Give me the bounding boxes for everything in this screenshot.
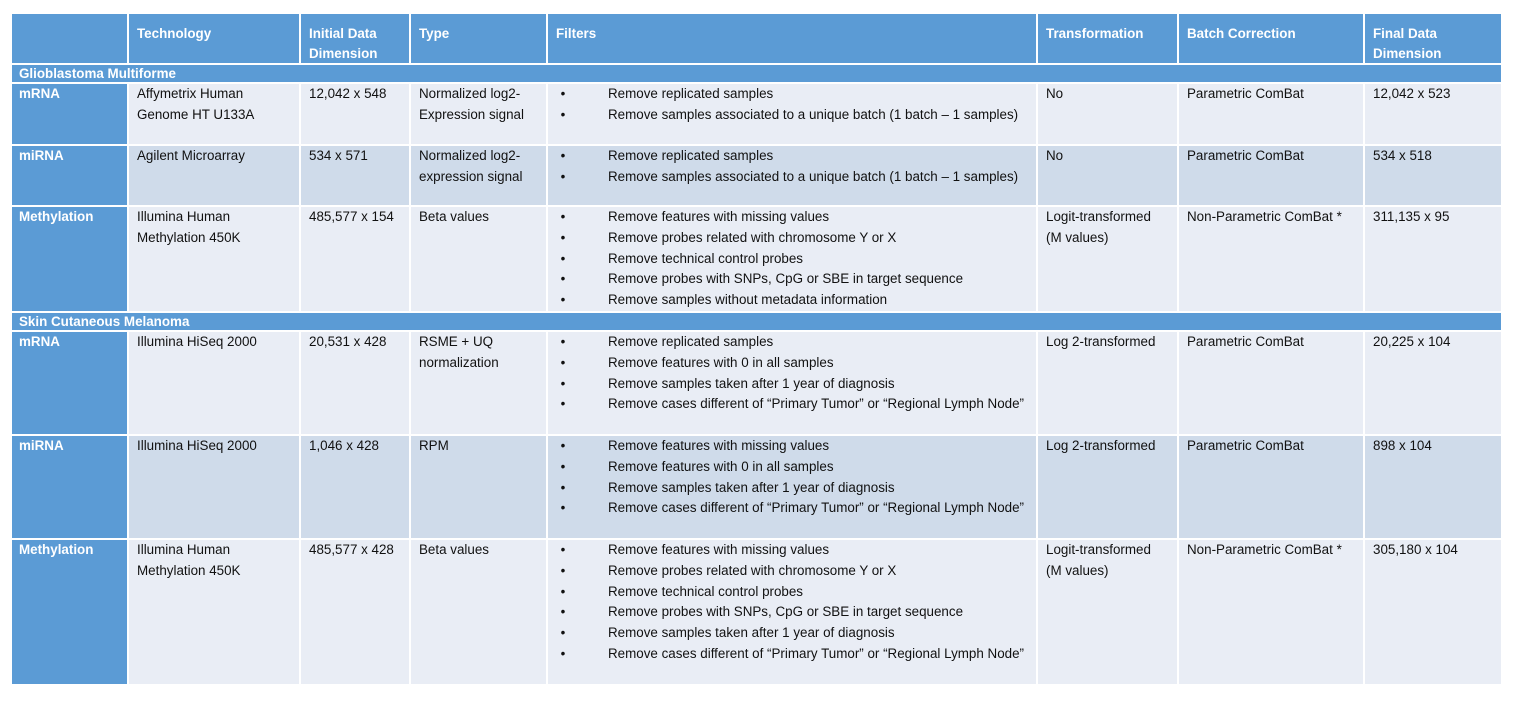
technology-cell: Agilent Microarray	[129, 146, 301, 207]
filters-cell	[548, 146, 1038, 207]
table-row	[12, 146, 1501, 207]
filter-text: Remove technical control probes	[608, 583, 804, 599]
filter-text: Remove features with missing values	[608, 541, 830, 557]
filter-item	[556, 602, 1028, 623]
bullet-icon: •	[560, 458, 566, 474]
filter-item	[556, 436, 1028, 457]
section-title: Glioblastoma Multiforme	[12, 65, 1501, 84]
filter-text: Remove cases different of “Primary Tumor” or “Regional Lymph Node”	[608, 645, 1025, 661]
technology-cell: Affymetrix Human Genome HT U133A	[129, 84, 301, 146]
header-technology: Technology	[129, 14, 301, 65]
filter-text: Remove probes with SNPs, CpG or SBE in target sequence	[608, 604, 964, 620]
bullet-icon: •	[560, 250, 566, 266]
batch-correction-cell: Non-Parametric ComBat *	[1179, 540, 1365, 686]
filter-item	[556, 582, 1028, 603]
omic-cell: miRNA	[12, 436, 129, 540]
filter-list	[556, 146, 1028, 188]
type-cell: RPM	[411, 436, 548, 540]
initial-dimension-cell: 485,577 x 428	[301, 540, 411, 686]
filter-list	[556, 540, 1028, 665]
preprocessing-table-container	[12, 14, 1501, 686]
technology-cell: Illumina Human Methylation 450K	[129, 540, 301, 686]
filter-item	[556, 249, 1028, 270]
header-filters: Filters	[548, 14, 1038, 65]
filter-text: Remove cases different of “Primary Tumor” or “Regional Lymph Node”	[608, 500, 1025, 516]
filter-item	[556, 457, 1028, 478]
filter-text: Remove technical control probes	[608, 250, 804, 266]
transformation-cell: Log 2-transformed	[1038, 332, 1179, 436]
final-dimension-cell: 20,225 x 104	[1365, 332, 1501, 436]
type-cell: RSME + UQ normalization	[411, 332, 548, 436]
final-dimension-cell: 898 x 104	[1365, 436, 1501, 540]
table-row	[12, 207, 1501, 313]
final-dimension-cell: 534 x 518	[1365, 146, 1501, 207]
filter-list	[556, 207, 1028, 311]
filter-item	[556, 84, 1028, 105]
filter-list	[556, 84, 1028, 126]
table-row	[12, 436, 1501, 540]
filters-cell	[548, 84, 1038, 146]
initial-dimension-cell: 1,046 x 428	[301, 436, 411, 540]
bullet-icon: •	[560, 333, 566, 349]
bullet-icon: •	[560, 604, 566, 620]
header-final-dimension: Final Data Dimension	[1365, 14, 1501, 65]
bullet-icon: •	[560, 562, 566, 578]
filters-cell	[548, 540, 1038, 686]
section-title: Skin Cutaneous Melanoma	[12, 313, 1501, 332]
bullet-icon: •	[560, 209, 566, 224]
filter-item	[556, 478, 1028, 499]
filter-text: Remove samples taken after 1 year of diagnosis	[608, 375, 895, 391]
filter-item	[556, 167, 1028, 188]
filter-text: Remove replicated samples	[608, 148, 774, 163]
filter-item	[556, 269, 1028, 290]
type-cell: Normalized log2-Expression signal	[411, 84, 548, 146]
filter-item	[556, 561, 1028, 582]
filter-item	[556, 207, 1028, 228]
filter-item	[556, 105, 1028, 126]
initial-dimension-cell: 485,577 x 154	[301, 207, 411, 313]
initial-dimension-cell: 534 x 571	[301, 146, 411, 207]
filter-item	[556, 228, 1028, 249]
filter-item	[556, 623, 1028, 644]
filter-list	[556, 436, 1028, 519]
filters-cell	[548, 332, 1038, 436]
transformation-cell: Logit-transformed (M values)	[1038, 207, 1179, 313]
final-dimension-cell: 305,180 x 104	[1365, 540, 1501, 686]
filter-text: Remove cases different of “Primary Tumor” or “Regional Lymph Node”	[608, 396, 1025, 412]
bullet-icon: •	[560, 106, 566, 122]
bullet-icon: •	[560, 396, 566, 412]
bullet-icon: •	[560, 541, 566, 557]
batch-correction-cell: Parametric ComBat	[1179, 332, 1365, 436]
table-body	[12, 65, 1501, 686]
filter-text: Remove probes related with chromosome Y or X	[608, 562, 897, 578]
technology-cell: Illumina HiSeq 2000	[129, 332, 301, 436]
type-cell: Beta values	[411, 207, 548, 313]
bullet-icon: •	[560, 645, 566, 661]
filters-cell	[548, 207, 1038, 313]
filter-text: Remove probes related with chromosome Y or X	[608, 229, 897, 245]
bullet-icon: •	[560, 625, 566, 641]
bullet-icon: •	[560, 375, 566, 391]
section-row	[12, 313, 1501, 332]
bullet-icon: •	[560, 354, 566, 370]
bullet-icon: •	[560, 168, 566, 184]
omic-cell: mRNA	[12, 84, 129, 146]
filter-item	[556, 146, 1028, 167]
filter-item	[556, 498, 1028, 519]
filter-text: Remove features with 0 in all samples	[608, 458, 834, 474]
transformation-cell: Logit-transformed (M values)	[1038, 540, 1179, 686]
filter-text: Remove samples taken after 1 year of diagnosis	[608, 625, 895, 641]
filter-text: Remove features with missing values	[608, 209, 830, 224]
filter-text: Remove replicated samples	[608, 333, 774, 349]
table-header	[12, 14, 1501, 65]
filter-text: Remove samples without metadata information	[608, 292, 888, 308]
filters-cell	[548, 436, 1038, 540]
initial-dimension-cell: 20,531 x 428	[301, 332, 411, 436]
filter-text: Remove samples taken after 1 year of diagnosis	[608, 479, 895, 495]
omic-cell: miRNA	[12, 146, 129, 207]
batch-correction-cell: Parametric ComBat	[1179, 436, 1365, 540]
header-batch-correction: Batch Correction	[1179, 14, 1365, 65]
table-row	[12, 84, 1501, 146]
filter-item	[556, 540, 1028, 561]
filter-item	[556, 394, 1028, 415]
bullet-icon: •	[560, 271, 566, 287]
omic-cell: mRNA	[12, 332, 129, 436]
filter-text: Remove samples associated to a unique batch (1 batch – 1 samples)	[608, 168, 1019, 184]
filter-item	[556, 353, 1028, 374]
type-cell: Normalized log2-expression signal	[411, 146, 548, 207]
table-row	[12, 332, 1501, 436]
omic-cell: Methylation	[12, 207, 129, 313]
final-dimension-cell: 12,042 x 523	[1365, 84, 1501, 146]
section-row	[12, 65, 1501, 84]
filter-item	[556, 374, 1028, 395]
bullet-icon: •	[560, 500, 566, 516]
bullet-icon: •	[560, 148, 566, 163]
filter-list	[556, 332, 1028, 415]
filter-item	[556, 332, 1028, 353]
batch-correction-cell: Non-Parametric ComBat *	[1179, 207, 1365, 313]
bullet-icon: •	[560, 583, 566, 599]
batch-correction-cell: Parametric ComBat	[1179, 84, 1365, 146]
filter-item	[556, 644, 1028, 665]
preprocessing-table	[12, 14, 1501, 686]
filter-text: Remove replicated samples	[608, 86, 774, 101]
header-initial-dimension: Initial Data Dimension	[301, 14, 411, 65]
filter-text: Remove features with missing values	[608, 437, 830, 453]
transformation-cell: Log 2-transformed	[1038, 436, 1179, 540]
filter-text: Remove probes with SNPs, CpG or SBE in target sequence	[608, 271, 964, 287]
technology-cell: Illumina HiSeq 2000	[129, 436, 301, 540]
header-omic	[12, 14, 129, 65]
header-transformation: Transformation	[1038, 14, 1179, 65]
table-row	[12, 540, 1501, 686]
filter-text: Remove features with 0 in all samples	[608, 354, 834, 370]
final-dimension-cell: 311,135 x 95	[1365, 207, 1501, 313]
bullet-icon: •	[560, 229, 566, 245]
omic-cell: Methylation	[12, 540, 129, 686]
bullet-icon: •	[560, 437, 566, 453]
type-cell: Beta values	[411, 540, 548, 686]
batch-correction-cell: Parametric ComBat	[1179, 146, 1365, 207]
transformation-cell: No	[1038, 146, 1179, 207]
initial-dimension-cell: 12,042 x 548	[301, 84, 411, 146]
header-type: Type	[411, 14, 548, 65]
bullet-icon: •	[560, 86, 566, 101]
transformation-cell: No	[1038, 84, 1179, 146]
bullet-icon: •	[560, 292, 566, 308]
header-row	[12, 14, 1501, 65]
technology-cell: Illumina Human Methylation 450K	[129, 207, 301, 313]
bullet-icon: •	[560, 479, 566, 495]
filter-item	[556, 290, 1028, 311]
filter-text: Remove samples associated to a unique batch (1 batch – 1 samples)	[608, 106, 1019, 122]
